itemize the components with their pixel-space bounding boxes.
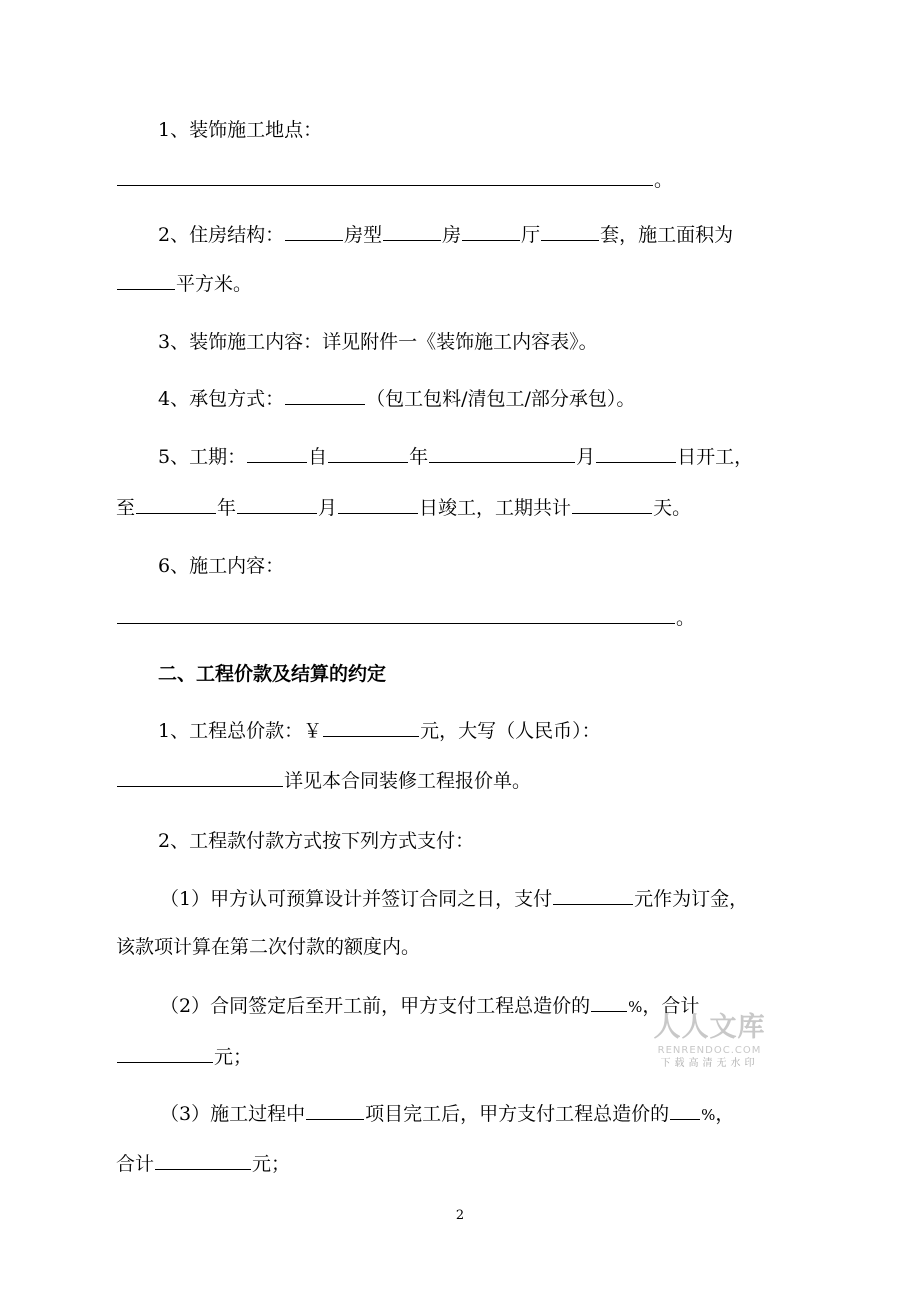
- payment-2-yuan: 元；: [214, 1046, 253, 1068]
- period-end-year-blank: [136, 494, 216, 514]
- item-period: [158, 443, 858, 471]
- work-content-end: 。: [676, 607, 696, 629]
- location-label: 1、装饰施工地点：: [158, 119, 323, 141]
- payment-1-lead: （1）甲方认可预算设计并签订合同之日，支付: [160, 888, 553, 910]
- page-number: 2: [455, 1208, 465, 1223]
- period-start-day-blank: [596, 443, 676, 463]
- period-blank-1: [247, 443, 307, 463]
- location-blank: [117, 166, 653, 186]
- structure-suite: 套，施工面积为: [600, 224, 734, 246]
- work-content-blank: [117, 604, 675, 624]
- payment-method-text: 2、工程款付款方式按下列方式支付：: [158, 830, 475, 852]
- contract-options: （包工包料/清包工/部分承包）。: [366, 388, 636, 410]
- item-payment-method: [158, 827, 858, 855]
- watermark-subtitle: 下载高清无水印: [660, 1058, 759, 1069]
- total-amount-blank: [323, 717, 419, 737]
- area-blank: [117, 270, 175, 290]
- section-heading-text: 二、工程价款及结算的约定: [158, 663, 387, 685]
- payment-1-blank: [553, 885, 633, 905]
- payment-2-total: ，合计: [642, 995, 700, 1017]
- item-total-price: [158, 717, 858, 745]
- structure-blank-3: [462, 221, 520, 241]
- contract-blank: [285, 385, 365, 405]
- period-label: 5、工期：: [158, 446, 247, 468]
- structure-blank-4: [541, 221, 599, 241]
- contract-label: 4、承包方式：: [158, 388, 285, 410]
- period-end-day-blank: [338, 494, 418, 514]
- item-work-content: [158, 552, 858, 580]
- period-month-1: 月: [576, 446, 596, 468]
- item-location: [158, 116, 858, 144]
- period-start: 日开工，: [677, 446, 754, 468]
- item-structure: [158, 221, 858, 249]
- payment-3-total: 合计: [116, 1153, 155, 1175]
- item-structure-area: [116, 270, 816, 298]
- period-start-year-blank: [328, 443, 408, 463]
- watermark-url: RENRENDOC.COM: [657, 1045, 762, 1056]
- structure-blank-2: [383, 221, 441, 241]
- item-content-ref: [158, 328, 858, 356]
- item-contract: [158, 385, 858, 413]
- payment-3-yuan: 元；: [252, 1153, 291, 1175]
- item-payment-3-amount: [116, 1150, 816, 1178]
- item-total-detail: [116, 767, 816, 795]
- watermark-title: 人人文库: [653, 1012, 766, 1043]
- payment-1-tail: 元作为订金，: [634, 888, 749, 910]
- period-days: 天。: [653, 497, 692, 519]
- payment-3-pct-blank: [670, 1100, 700, 1120]
- payment-2-pct: %: [628, 998, 643, 1016]
- work-content-label: 6、施工内容：: [158, 555, 285, 577]
- location-end: 。: [654, 169, 674, 191]
- period-start-month-blank: [429, 443, 575, 463]
- period-end: 日竣工，工期共计: [419, 497, 572, 519]
- payment-2-lead: （2）合同签定后至开工前，甲方支付工程总造价的: [160, 995, 591, 1017]
- content-ref-text: 3、装饰施工内容：详见附件一《装饰施工内容表》。: [158, 331, 598, 353]
- item-payment-1: [160, 885, 860, 913]
- period-to: 至: [116, 497, 136, 519]
- section-heading: [158, 660, 858, 688]
- item-payment-1-note: [116, 933, 816, 961]
- item-payment-3: [160, 1100, 860, 1129]
- payment-1-line2: 该款项计算在第二次付款的额度内。: [116, 936, 421, 958]
- period-end-month-blank: [237, 494, 317, 514]
- item-work-content-blank-line: [116, 604, 816, 632]
- payment-2-pct-blank: [591, 992, 627, 1012]
- period-year-1: 年: [409, 446, 429, 468]
- item-period-end: [116, 494, 816, 522]
- payment-3-comma: ，: [715, 1103, 735, 1125]
- watermark: [642, 1012, 777, 1070]
- payment-3-lead: （3）施工过程中: [160, 1103, 306, 1125]
- structure-blank-1: [285, 221, 343, 241]
- total-detail: 详见本合同装修工程报价单。: [284, 770, 532, 792]
- total-words-blank: [117, 767, 283, 787]
- structure-label: 2、住房结构：: [158, 224, 285, 246]
- period-from: 自: [308, 446, 328, 468]
- structure-hall: 厅: [521, 224, 541, 246]
- payment-3-mid: 项目完工后，甲方支付工程总造价的: [365, 1103, 670, 1125]
- total-label: 1、工程总价款：￥: [158, 720, 323, 742]
- structure-room: 房: [442, 224, 462, 246]
- payment-3-amount-blank: [155, 1150, 251, 1170]
- structure-room-type: 房型: [344, 224, 383, 246]
- item-location-blank-line: [116, 166, 816, 194]
- payment-2-amount-blank: [117, 1043, 213, 1063]
- payment-3-pct: %: [701, 1106, 716, 1124]
- structure-sqm: 平方米。: [176, 273, 253, 295]
- total-yuan: 元，大写（人民币）：: [420, 720, 601, 742]
- payment-3-item-blank: [306, 1100, 364, 1120]
- period-year-2: 年: [217, 497, 237, 519]
- period-days-blank: [572, 494, 652, 514]
- period-month-2: 月: [318, 497, 338, 519]
